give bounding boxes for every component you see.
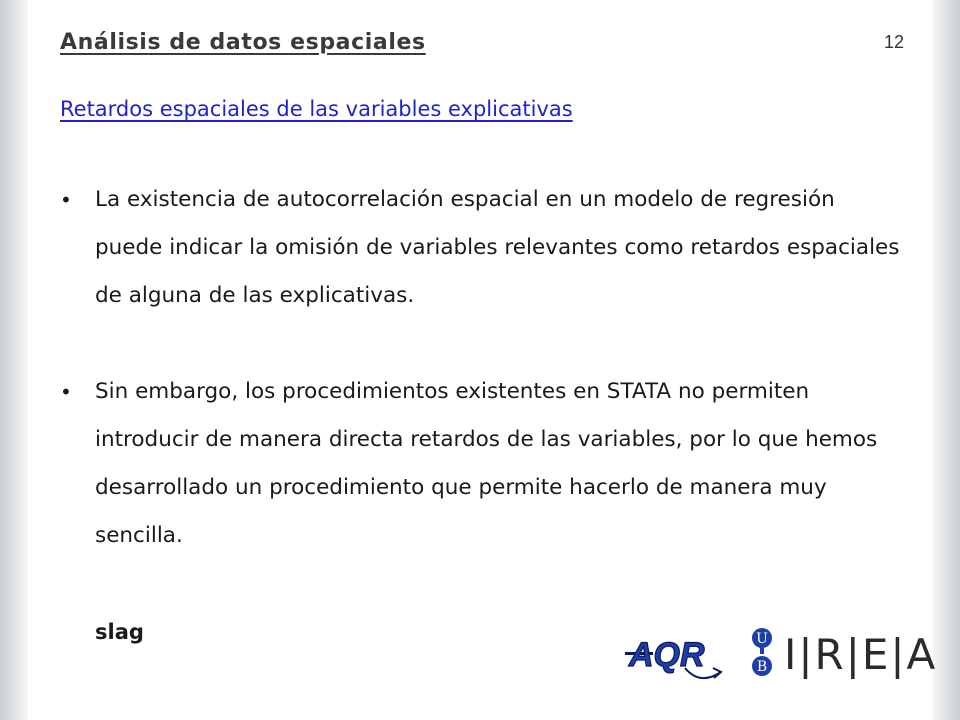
svg-text:B: B [756,659,768,675]
svg-text:U: U [756,631,768,647]
slide-subtitle: Retardos espaciales de las variables explicativas [60,97,573,121]
page-number: 12 [884,32,905,52]
aqr-logo [625,628,735,684]
irea-wordmark: I|R|E|A [784,630,938,679]
bullet-text: Sin embargo, los procedimientos existentes en STATA no permiten introducir de manera directa retardos de las variables, por lo que hemos desarrollado un procedimiento que permite hacerlo de manera muy sencilla. [95,379,878,548]
bullet-item [60,368,900,560]
bullet-text: La existencia de autocorrelación espacial en un modelo de regresión puede indicar la omisión de variables relevantes como retardos espaciales de alguna de las explicativas. [95,187,900,308]
command-name: slag [95,620,144,644]
bullet-list [60,176,900,560]
slide-title: Análisis de datos espaciales [60,30,426,55]
ub-badge-icon [746,626,782,682]
svg-text:AQR: AQR [629,636,705,674]
bullet-item [60,176,900,320]
irea-logo [746,626,938,682]
slide [28,0,938,720]
bullet-icon: • [60,380,72,404]
bullet-icon: • [60,188,72,212]
